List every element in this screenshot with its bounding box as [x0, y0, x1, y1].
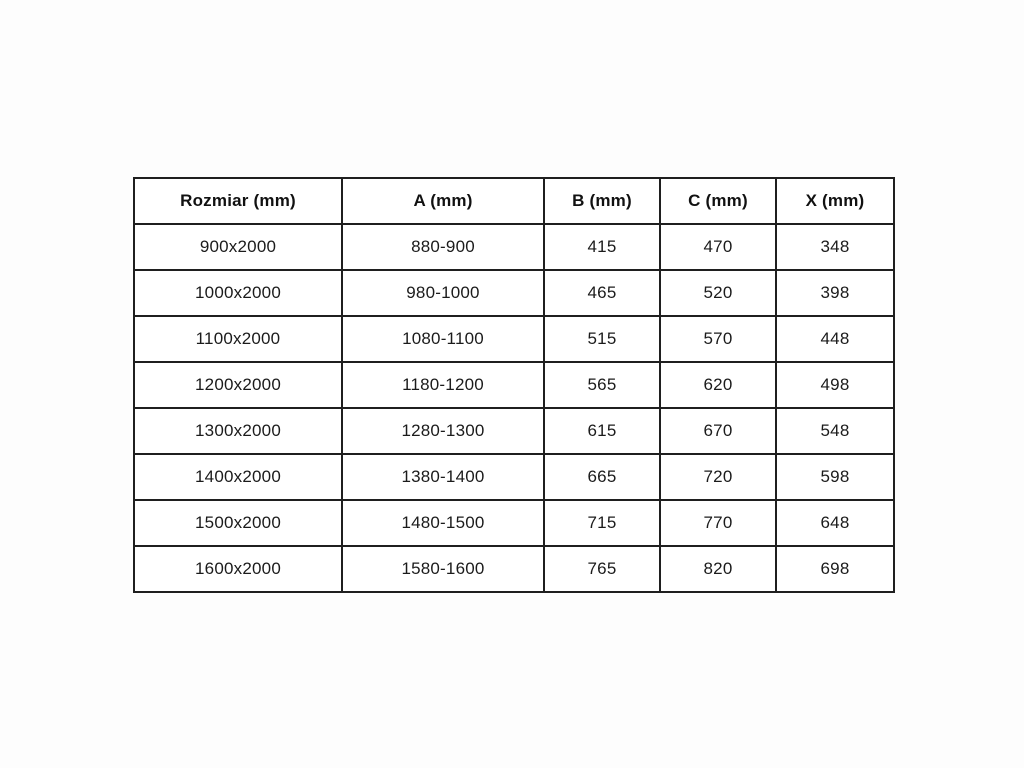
cell-b: 615: [544, 408, 660, 454]
header-rozmiar: Rozmiar (mm): [134, 178, 342, 224]
cell-b: 715: [544, 500, 660, 546]
cell-a: 1480-1500: [342, 500, 544, 546]
cell-c: 570: [660, 316, 776, 362]
cell-x: 648: [776, 500, 894, 546]
cell-x: 548: [776, 408, 894, 454]
cell-x: 448: [776, 316, 894, 362]
cell-a: 880-900: [342, 224, 544, 270]
cell-rozmiar: 1500x2000: [134, 500, 342, 546]
cell-a: 1380-1400: [342, 454, 544, 500]
cell-c: 670: [660, 408, 776, 454]
cell-c: 720: [660, 454, 776, 500]
cell-b: 515: [544, 316, 660, 362]
cell-a: 1080-1100: [342, 316, 544, 362]
header-c: C (mm): [660, 178, 776, 224]
cell-x: 398: [776, 270, 894, 316]
cell-x: 348: [776, 224, 894, 270]
header-a: A (mm): [342, 178, 544, 224]
table-row: [134, 546, 894, 592]
cell-c: 770: [660, 500, 776, 546]
header-x: X (mm): [776, 178, 894, 224]
cell-b: 565: [544, 362, 660, 408]
cell-x: 698: [776, 546, 894, 592]
cell-c: 520: [660, 270, 776, 316]
cell-rozmiar: 1100x2000: [134, 316, 342, 362]
size-specification-table: [133, 177, 895, 593]
cell-c: 620: [660, 362, 776, 408]
table-row: [134, 362, 894, 408]
cell-a: 1180-1200: [342, 362, 544, 408]
cell-a: 1280-1300: [342, 408, 544, 454]
table-row: [134, 408, 894, 454]
cell-x: 498: [776, 362, 894, 408]
table-row: [134, 270, 894, 316]
table-row: [134, 500, 894, 546]
cell-rozmiar: 1600x2000: [134, 546, 342, 592]
cell-c: 470: [660, 224, 776, 270]
cell-a: 1580-1600: [342, 546, 544, 592]
cell-b: 665: [544, 454, 660, 500]
header-b: B (mm): [544, 178, 660, 224]
table-row: [134, 454, 894, 500]
cell-rozmiar: 900x2000: [134, 224, 342, 270]
table-row: [134, 316, 894, 362]
cell-b: 465: [544, 270, 660, 316]
cell-rozmiar: 1300x2000: [134, 408, 342, 454]
cell-rozmiar: 1400x2000: [134, 454, 342, 500]
cell-rozmiar: 1000x2000: [134, 270, 342, 316]
table-row: [134, 224, 894, 270]
cell-c: 820: [660, 546, 776, 592]
cell-rozmiar: 1200x2000: [134, 362, 342, 408]
table-header-row: [134, 178, 894, 224]
cell-b: 415: [544, 224, 660, 270]
cell-x: 598: [776, 454, 894, 500]
cell-b: 765: [544, 546, 660, 592]
cell-a: 980-1000: [342, 270, 544, 316]
